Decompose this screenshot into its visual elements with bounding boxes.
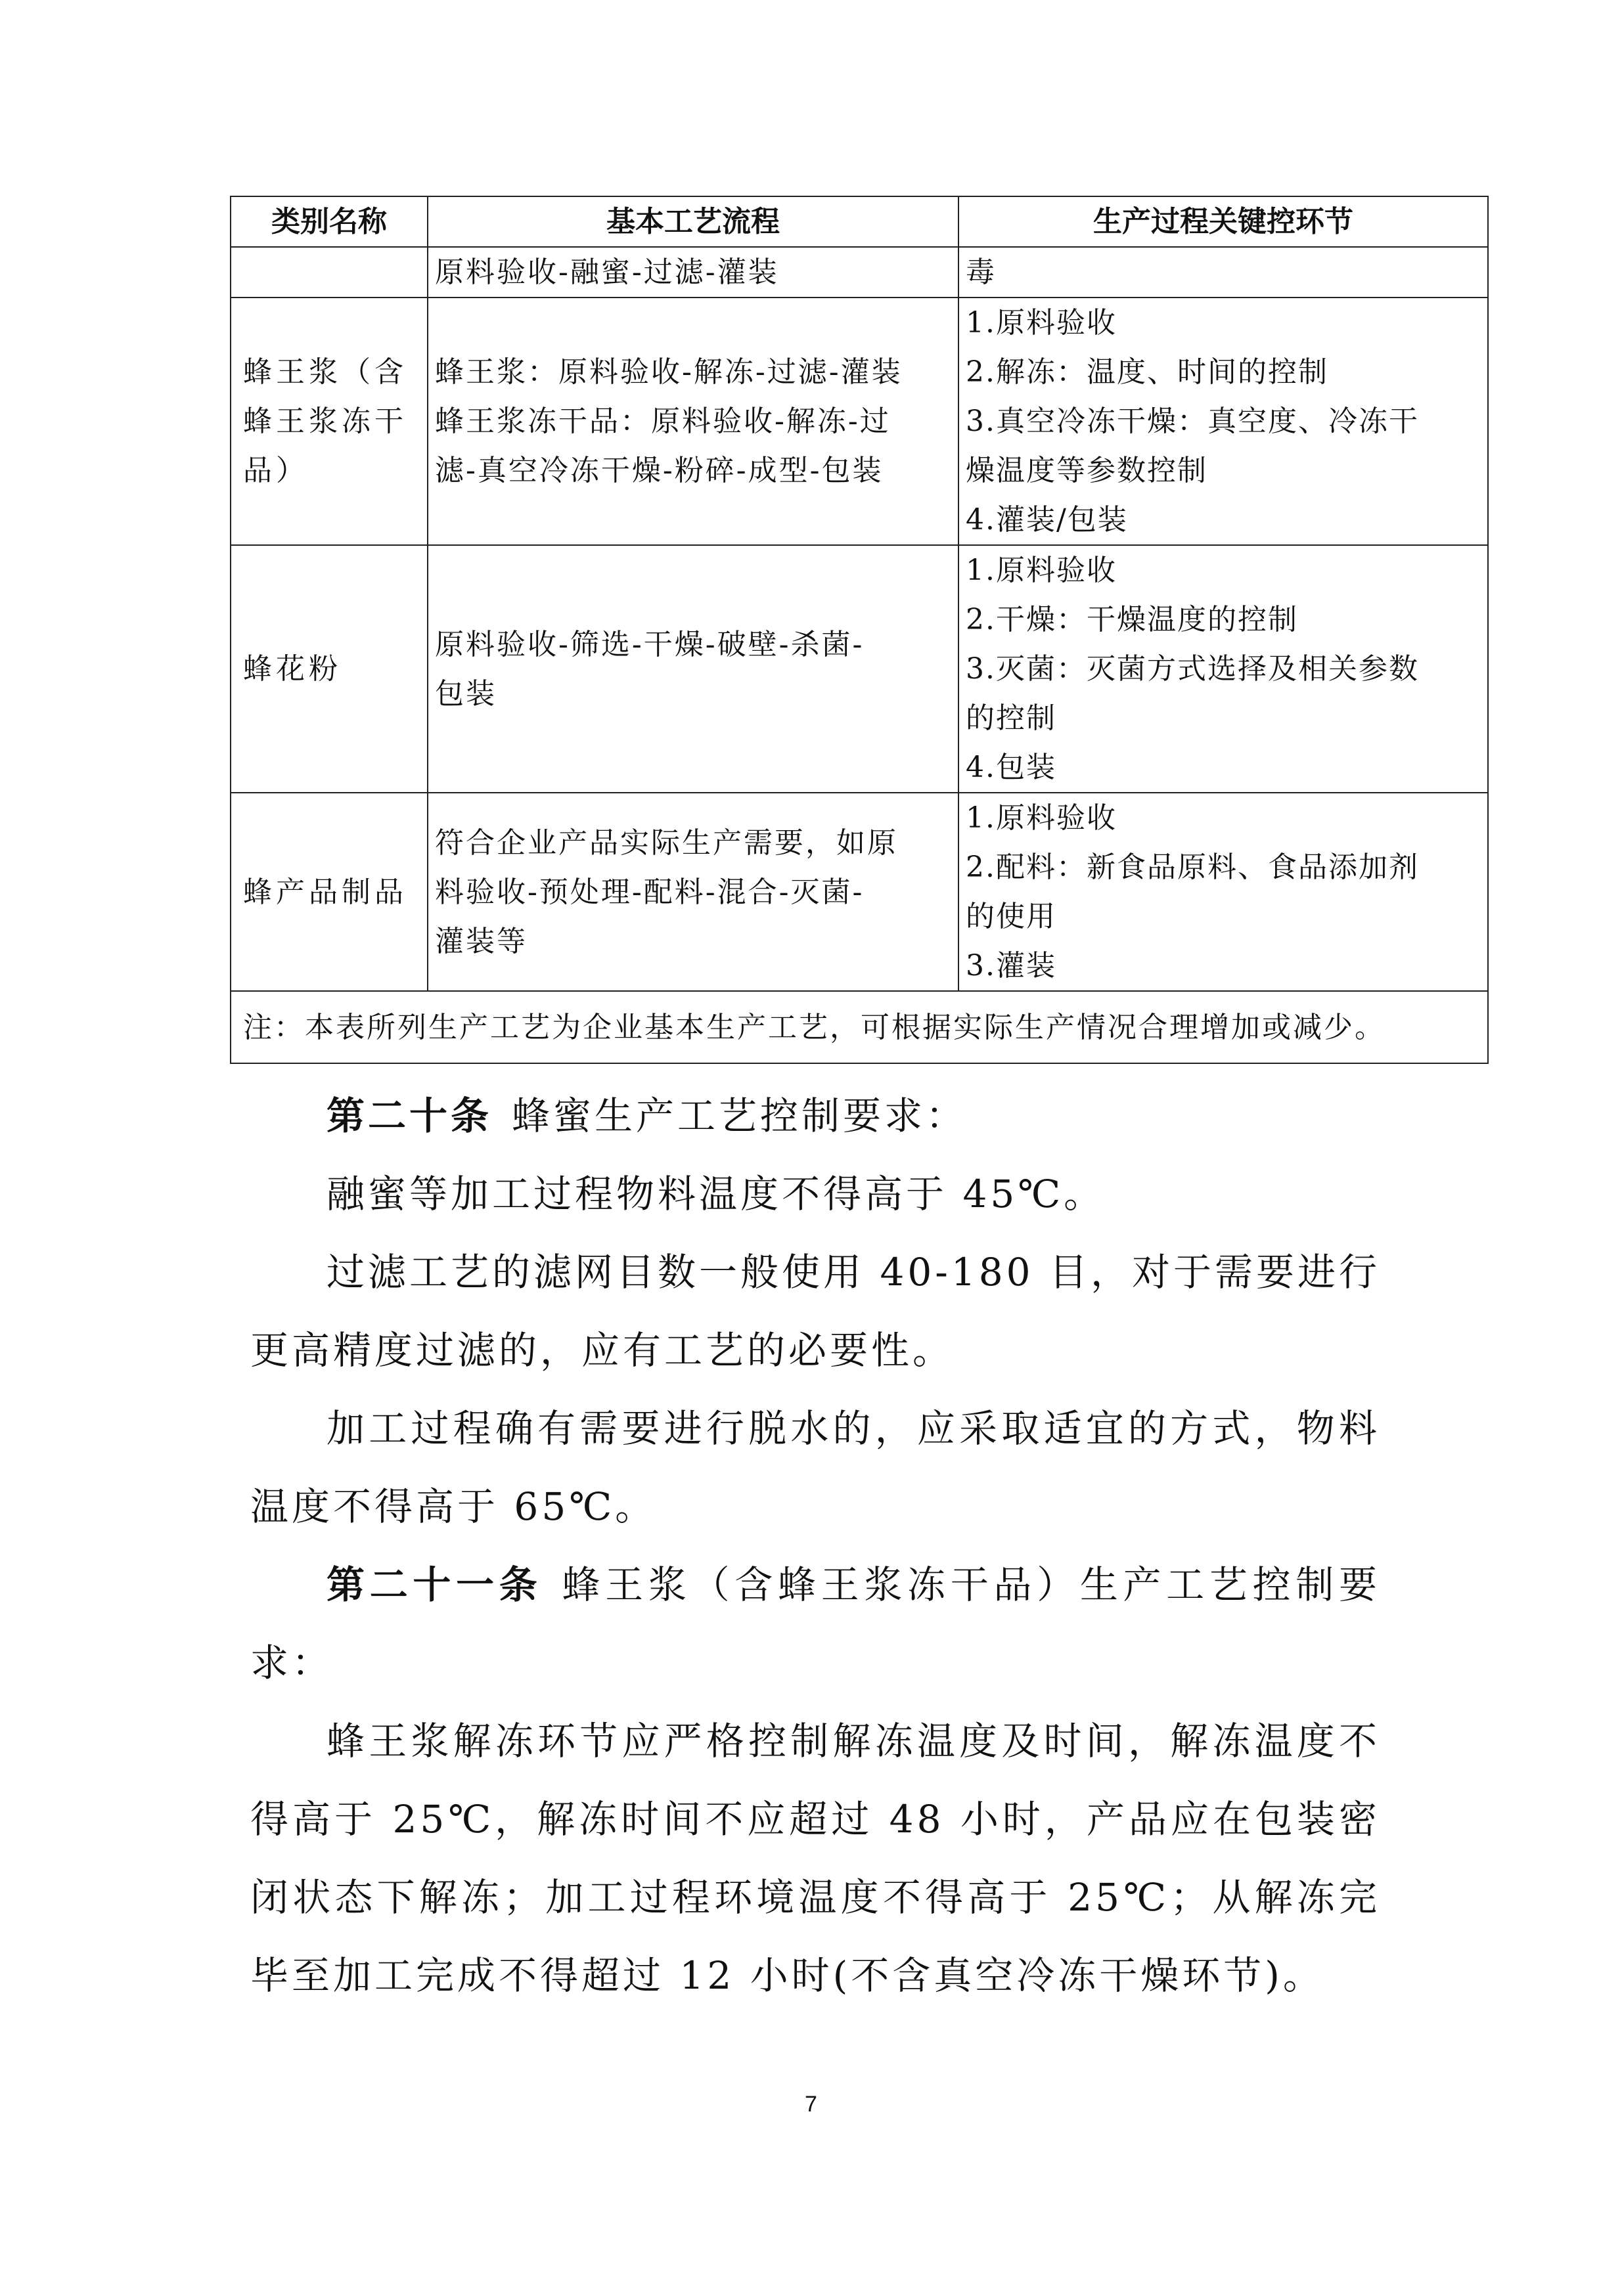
control-cell (958, 298, 1488, 545)
process-table (230, 196, 1489, 1064)
flow-cell (428, 247, 958, 298)
category-cell (231, 793, 428, 991)
category-cell (231, 298, 428, 545)
table-row (231, 793, 1488, 991)
body-text (250, 1077, 1380, 2015)
flow-line: 蜂王浆冻干品：原料验收-解冻-过 (435, 405, 891, 438)
flow-cell (428, 298, 958, 545)
flow-line: 料验收-预处理-配料-混合-灭菌- (435, 875, 865, 909)
table-row (231, 298, 1488, 545)
control-line: 的使用 (966, 900, 1056, 933)
category-line: 蜂王浆（含 (243, 355, 407, 389)
flow-cell (428, 793, 958, 991)
flow-line: 蜂王浆：原料验收-解冻-过滤-灌装 (435, 355, 903, 389)
control-cell (958, 247, 1488, 298)
flow-line: 原料验收-融蜜-过滤-灌装 (435, 255, 779, 289)
control-line: 4.灌装/包装 (966, 503, 1128, 537)
flow-line: 符合企业产品实际生产需要，如原 (435, 826, 898, 860)
control-line: 的控制 (966, 701, 1056, 735)
header-category: 类别名称 (231, 196, 428, 247)
control-line: 4.包装 (966, 751, 1056, 784)
control-cell (958, 545, 1488, 793)
control-line: 3.灌装 (966, 949, 1056, 982)
article-21-paragraph: 蜂王浆解冻环节应严格控制解冻温度及时间，解冻温度不得高于 25℃，解冻时间不应超过 48 小时，产品应在包装密闭状态下解冻；加工过程环境温度不得高于 25℃；从解冻完毕至加工完成不得超过 12 小时(不含真空冷冻干燥环节)。 (250, 1719, 1380, 1998)
control-line: 2.解冻：温度、时间的控制 (966, 355, 1328, 389)
control-line: 燥温度等参数控制 (966, 454, 1207, 487)
category-cell (231, 247, 428, 298)
control-line: 2.配料：新食品原料、食品添加剂 (966, 850, 1419, 884)
page-number: 7 (805, 2092, 817, 2117)
article-20-heading-text: 蜂蜜生产工艺控制要求： (512, 1093, 968, 1138)
article-20-paragraph: 融蜜等加工过程物料温度不得高于 45℃。 (327, 1172, 1106, 1216)
category-cell (231, 545, 428, 793)
flow-line: 原料验收-筛选-干燥-破壁-杀菌- (435, 627, 865, 661)
header-control: 生产过程关键控环节 (958, 196, 1488, 247)
article-20-title: 第二十条 (327, 1093, 493, 1138)
article-21-heading-text: 蜂王浆（含蜂王浆冻干品）生产工艺控制要求： (250, 1562, 1380, 1685)
control-line: 1.原料验收 (966, 306, 1117, 340)
control-line: 1.原料验收 (966, 801, 1117, 835)
flow-line: 滤-真空冷冻干燥-粉碎-成型-包装 (435, 454, 884, 487)
control-line: 3.真空冷冻干燥：真空度、冷冻干 (966, 405, 1419, 438)
table-header-row (231, 196, 1488, 247)
article-20-paragraph: 加工过程确有需要进行脱水的，应采取适宜的方式，物料温度不得高于 65℃。 (250, 1406, 1380, 1529)
category-line: 蜂花粉 (243, 652, 342, 686)
control-line: 1.原料验收 (966, 554, 1117, 587)
article-20-paragraph: 过滤工艺的滤网目数一般使用 40-180 目，对于需要进行更高精度过滤的，应有工艺的必要性。 (250, 1250, 1380, 1373)
article-21-heading (250, 1546, 1380, 1702)
control-line: 毒 (966, 255, 996, 289)
flow-line: 灌装等 (435, 924, 528, 958)
article-20-heading (250, 1077, 1380, 1155)
category-line: 品） (243, 454, 309, 487)
flow-cell (428, 545, 958, 793)
table-note: 注：本表所列生产工艺为企业基本生产工艺，可根据实际生产情况合理增加或减少。 (231, 991, 1488, 1063)
header-flow: 基本工艺流程 (428, 196, 958, 247)
category-line: 蜂王浆冻干 (243, 405, 407, 438)
table-row (231, 545, 1488, 793)
flow-line: 包装 (435, 676, 497, 711)
article-21-title: 第二十一条 (327, 1562, 543, 1607)
table-note-row (231, 991, 1488, 1063)
control-line: 3.灭菌：灭菌方式选择及相关参数 (966, 652, 1419, 686)
table-row (231, 247, 1488, 298)
control-line: 2.干燥：干燥温度的控制 (966, 603, 1298, 636)
control-cell (958, 793, 1488, 991)
category-line: 蜂产品制品 (243, 875, 407, 909)
